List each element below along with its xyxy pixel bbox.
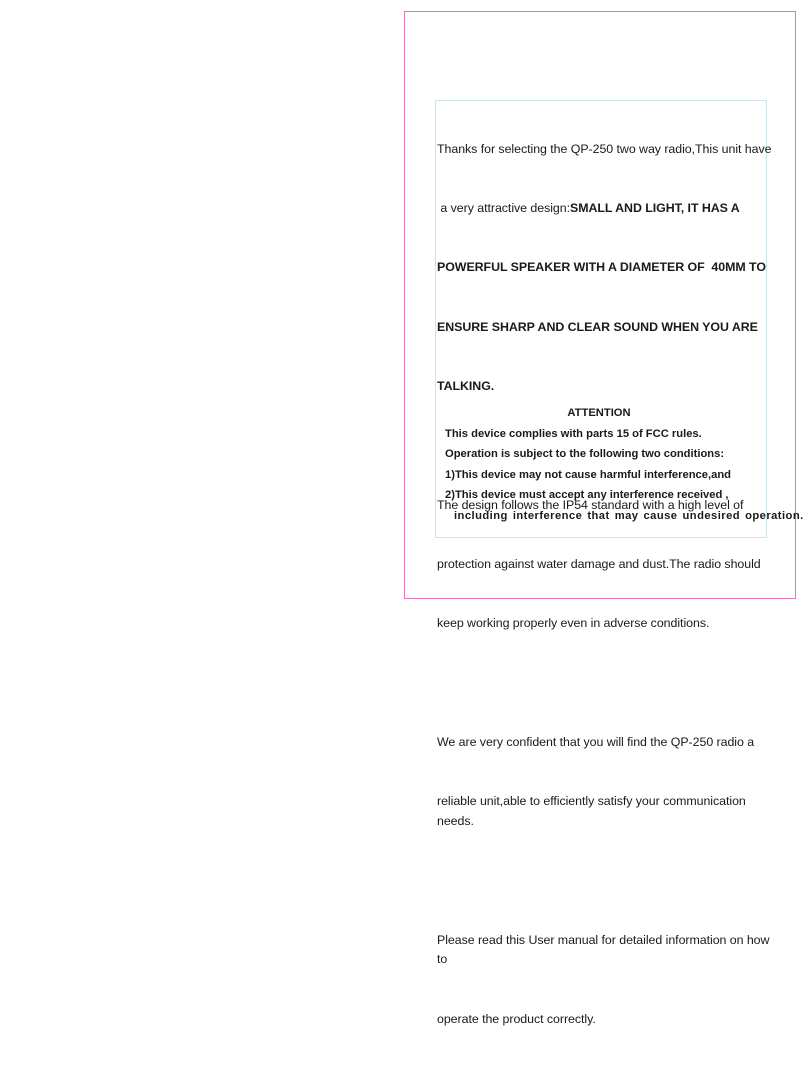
intro-line-2 [437,199,777,219]
attention-line-5: including interference that may cause undesired operation. [454,509,804,522]
manual-line-1: Please read this User manual for detailed information on how to [437,932,773,967]
design-line-3: keep working properly even in adverse conditions. [437,616,710,631]
confidence-line-2: reliable unit,able to efficiently satisfy your communication needs. [437,794,750,829]
design-line-1: The design follows the IP54 standard with a high level of [437,497,744,512]
attention-line-1: This device complies with parts 15 of FCC rules. [445,427,702,440]
confidence-paragraph [437,693,777,871]
intro-line-2-normal: a very attractive design: [437,200,571,215]
intro-line-5: TALKING. [437,379,495,394]
intro-line-2-bold: SMALL AND LIGHT, IT HAS A [570,200,740,215]
intro-line-1: Thanks for selecting the QP-250 two way radio,This unit have [437,141,772,156]
attention-line-2: Operation is subject to the following two conditions: [445,448,725,460]
manual-paragraph [437,891,777,1069]
intro-line-4: ENSURE SHARP AND CLEAR SOUND WHEN YOU ARE [437,319,758,334]
attention-section [437,403,804,526]
intro-paragraph [437,100,777,437]
attention-line-3: 1)This device may not cause harmful interference,and [445,468,731,481]
design-line-2: protection against water damage and dust.The radio should [437,557,761,572]
manual-body-text [437,100,804,1069]
attention-line-4: 2)This device must accept any interference received , [445,489,729,501]
attention-title: ATTENTION [567,407,631,419]
manual-line-2: operate the product correctly. [437,1011,596,1026]
confidence-line-1: We are very confident that you will find the QP-250 radio a [437,734,755,749]
intro-line-3: POWERFUL SPEAKER WITH A DIAMETER OF 40MM TO [437,260,766,275]
